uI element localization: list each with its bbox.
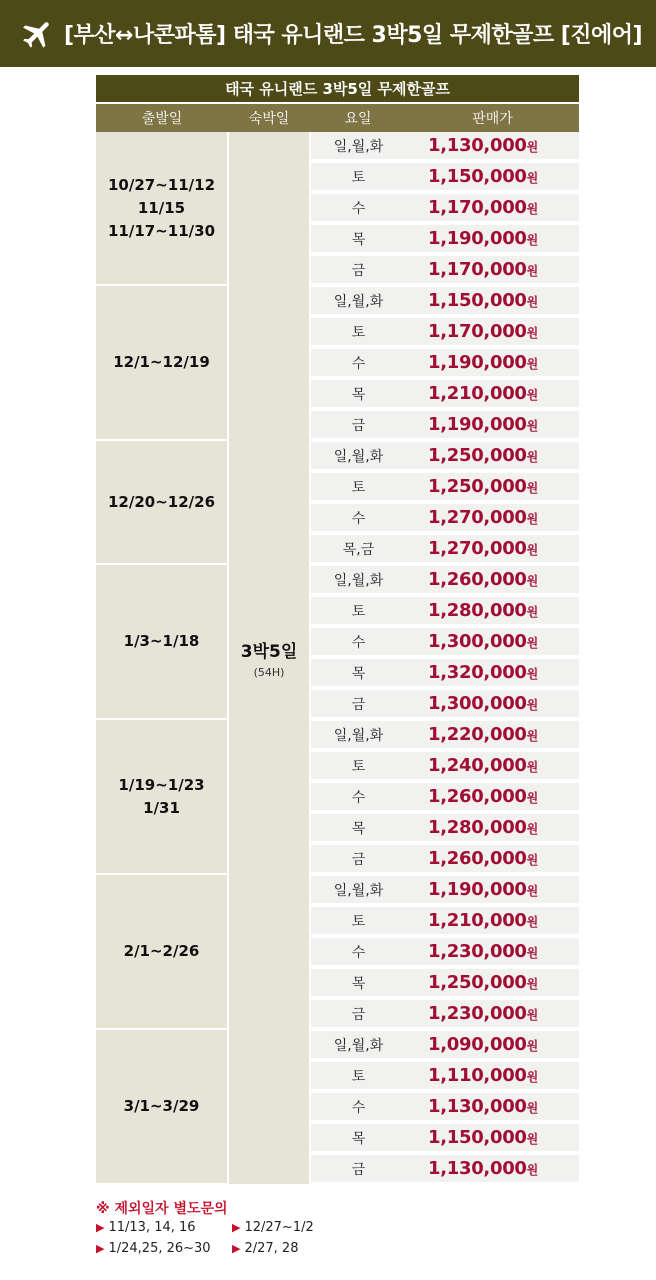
currency-unit: 원 <box>526 636 539 650</box>
weekday-cell: 일,월,화 <box>310 874 406 905</box>
departure-period <box>96 132 228 285</box>
table-row <box>96 719 579 750</box>
weekday-cell: 토 <box>310 1060 406 1091</box>
note-item <box>96 1241 232 1262</box>
price-cell <box>406 254 579 285</box>
departure-period <box>96 874 228 1029</box>
departure-date: 3/1~3/29 <box>123 1097 200 1115</box>
currency-unit: 원 <box>526 574 539 588</box>
price-value: 1,280,000 <box>428 817 527 838</box>
currency-unit: 원 <box>526 977 539 991</box>
header-price: 판매가 <box>406 103 579 132</box>
weekday-cell: 일,월,화 <box>310 285 406 316</box>
currency-unit: 원 <box>526 698 539 712</box>
price-cell <box>406 132 579 161</box>
price-value: 1,110,000 <box>428 1065 527 1086</box>
price-cell <box>406 1153 579 1184</box>
page-title: [부산↔나콘파톰] 태국 유니랜드 3박5일 무제한골프 [진에어] <box>64 23 643 48</box>
currency-unit: 원 <box>526 1132 539 1146</box>
price-value: 1,240,000 <box>428 755 527 776</box>
weekday-cell: 수 <box>310 347 406 378</box>
price-cell <box>406 471 579 502</box>
table-row <box>96 132 579 161</box>
price-cell <box>406 192 579 223</box>
currency-unit: 원 <box>526 140 539 154</box>
weekday-cell: 목 <box>310 378 406 409</box>
price-cell <box>406 657 579 688</box>
note-text: 11/13, 14, 16 <box>108 1220 196 1235</box>
price-value: 1,280,000 <box>428 600 527 621</box>
notes-heading: ※ 제외일자 별도문의 <box>96 1201 228 1217</box>
currency-unit: 원 <box>526 946 539 960</box>
currency-unit: 원 <box>526 791 539 805</box>
currency-unit: 원 <box>526 543 539 557</box>
table-row <box>96 874 579 905</box>
note-text: 12/27~1/2 <box>244 1220 314 1235</box>
weekday-cell: 토 <box>310 316 406 347</box>
note-item <box>232 1241 368 1262</box>
price-value: 1,130,000 <box>428 135 527 156</box>
currency-unit: 원 <box>526 1101 539 1115</box>
price-value: 1,190,000 <box>428 228 527 249</box>
price-value: 1,300,000 <box>428 693 527 714</box>
nights-cell <box>228 132 310 1184</box>
header-weekday: 요일 <box>310 103 406 132</box>
departure-date: 10/27~11/12 <box>107 175 216 194</box>
currency-unit: 원 <box>526 915 539 929</box>
departure-period <box>96 719 228 874</box>
excluded-dates-notes <box>96 1198 496 1262</box>
currency-unit: 원 <box>526 171 539 185</box>
table-row <box>96 564 579 595</box>
currency-unit: 원 <box>526 233 539 247</box>
price-cell <box>406 502 579 533</box>
price-value: 1,300,000 <box>428 631 527 652</box>
weekday-cell: 수 <box>310 781 406 812</box>
notes-row <box>96 1220 496 1241</box>
price-cell <box>406 316 579 347</box>
price-cell <box>406 905 579 936</box>
currency-unit: 원 <box>526 450 539 464</box>
price-value: 1,230,000 <box>428 941 527 962</box>
note-text: 1/24,25, 26~30 <box>108 1241 211 1256</box>
departure-period <box>96 285 228 440</box>
price-table <box>96 75 579 1186</box>
price-cell <box>406 626 579 657</box>
weekday-cell: 일,월,화 <box>310 132 406 161</box>
price-value: 1,250,000 <box>428 445 527 466</box>
price-cell <box>406 781 579 812</box>
weekday-cell: 금 <box>310 688 406 719</box>
price-value: 1,130,000 <box>428 1096 527 1117</box>
weekday-cell: 금 <box>310 843 406 874</box>
price-cell <box>406 409 579 440</box>
currency-unit: 원 <box>526 481 539 495</box>
departure-date: 2/1~2/26 <box>123 942 200 960</box>
weekday-cell: 토 <box>310 471 406 502</box>
price-value: 1,250,000 <box>428 972 527 993</box>
price-value: 1,190,000 <box>428 879 527 900</box>
currency-unit: 원 <box>526 822 539 836</box>
currency-unit: 원 <box>526 605 539 619</box>
weekday-cell: 토 <box>310 750 406 781</box>
price-cell <box>406 812 579 843</box>
price-value: 1,270,000 <box>428 507 527 528</box>
weekday-cell: 토 <box>310 161 406 192</box>
weekday-cell: 토 <box>310 905 406 936</box>
departure-date: 1/3~1/18 <box>123 632 200 650</box>
currency-unit: 원 <box>526 388 539 402</box>
weekday-cell: 일,월,화 <box>310 440 406 471</box>
weekday-cell: 수 <box>310 1091 406 1122</box>
weekday-cell: 목 <box>310 1122 406 1153</box>
price-cell <box>406 1122 579 1153</box>
price-value: 1,150,000 <box>428 1127 527 1148</box>
price-value: 1,250,000 <box>428 476 527 497</box>
currency-unit: 원 <box>526 1039 539 1053</box>
departure-period <box>96 440 228 564</box>
currency-unit: 원 <box>526 512 539 526</box>
price-value: 1,260,000 <box>428 848 527 869</box>
price-value: 1,150,000 <box>428 166 527 187</box>
weekday-cell: 일,월,화 <box>310 564 406 595</box>
departure-date: 1/19~1/23 <box>118 775 205 794</box>
price-value: 1,260,000 <box>428 786 527 807</box>
price-cell <box>406 750 579 781</box>
price-value: 1,220,000 <box>428 724 527 745</box>
price-value: 1,150,000 <box>428 290 527 311</box>
price-value: 1,190,000 <box>428 352 527 373</box>
weekday-cell: 금 <box>310 409 406 440</box>
table-title: 태국 유니랜드 3박5일 무제한골프 <box>96 75 579 103</box>
departure-period <box>96 564 228 719</box>
departure-date: 11/17~11/30 <box>107 221 216 240</box>
note-item <box>232 1220 368 1241</box>
price-cell <box>406 595 579 626</box>
price-cell <box>406 347 579 378</box>
currency-unit: 원 <box>526 853 539 867</box>
price-cell <box>406 378 579 409</box>
price-value: 1,270,000 <box>428 538 527 559</box>
weekday-cell: 목 <box>310 812 406 843</box>
weekday-cell: 일,월,화 <box>310 1029 406 1060</box>
weekday-cell: 수 <box>310 502 406 533</box>
price-cell <box>406 440 579 471</box>
header-nights: 숙박일 <box>228 103 310 132</box>
note-text: 2/27, 28 <box>244 1241 299 1256</box>
price-cell <box>406 874 579 905</box>
currency-unit: 원 <box>526 419 539 433</box>
price-cell <box>406 223 579 254</box>
currency-unit: 원 <box>526 264 539 278</box>
hours-label: (54H) <box>253 666 285 679</box>
currency-unit: 원 <box>526 357 539 371</box>
table-body <box>96 132 579 1184</box>
price-value: 1,190,000 <box>428 414 527 435</box>
price-cell <box>406 1091 579 1122</box>
price-cell <box>406 285 579 316</box>
price-value: 1,170,000 <box>428 259 527 280</box>
currency-unit: 원 <box>526 760 539 774</box>
weekday-cell: 수 <box>310 936 406 967</box>
weekday-cell: 금 <box>310 998 406 1029</box>
price-cell <box>406 843 579 874</box>
currency-unit: 원 <box>526 667 539 681</box>
price-cell <box>406 1060 579 1091</box>
price-cell <box>406 1029 579 1060</box>
price-cell <box>406 719 579 750</box>
triangle-right-icon: ▶ <box>96 1221 105 1234</box>
weekday-cell: 일,월,화 <box>310 719 406 750</box>
price-value: 1,210,000 <box>428 910 527 931</box>
notes-row <box>96 1241 496 1262</box>
price-value: 1,210,000 <box>428 383 527 404</box>
currency-unit: 원 <box>526 202 539 216</box>
price-value: 1,230,000 <box>428 1003 527 1024</box>
weekday-cell: 수 <box>310 626 406 657</box>
triangle-right-icon: ▶ <box>232 1221 241 1234</box>
table-row <box>96 1029 579 1060</box>
price-cell <box>406 967 579 998</box>
price-value: 1,260,000 <box>428 569 527 590</box>
currency-unit: 원 <box>526 1008 539 1022</box>
currency-unit: 원 <box>526 729 539 743</box>
price-cell <box>406 688 579 719</box>
currency-unit: 원 <box>526 1070 539 1084</box>
price-cell <box>406 161 579 192</box>
weekday-cell: 토 <box>310 595 406 626</box>
page-header <box>0 0 656 67</box>
departure-date: 1/31 <box>143 798 180 817</box>
departure-date: 12/1~12/19 <box>113 353 210 371</box>
price-cell <box>406 533 579 564</box>
weekday-cell: 목 <box>310 223 406 254</box>
weekday-cell: 목 <box>310 967 406 998</box>
triangle-right-icon: ▶ <box>232 1242 241 1255</box>
triangle-right-icon: ▶ <box>96 1242 105 1255</box>
note-item <box>96 1220 232 1241</box>
currency-unit: 원 <box>526 295 539 309</box>
airplane-icon <box>20 16 56 52</box>
table-row <box>96 285 579 316</box>
price-cell <box>406 564 579 595</box>
price-value: 1,130,000 <box>428 1158 527 1179</box>
currency-unit: 원 <box>526 884 539 898</box>
weekday-cell: 목,금 <box>310 533 406 564</box>
weekday-cell: 금 <box>310 1153 406 1184</box>
price-value: 1,170,000 <box>428 197 527 218</box>
weekday-cell: 수 <box>310 192 406 223</box>
table-row <box>96 440 579 471</box>
departure-date: 12/20~12/26 <box>107 492 216 511</box>
nights-label: 3박5일 <box>240 642 298 662</box>
price-cell <box>406 936 579 967</box>
currency-unit: 원 <box>526 326 539 340</box>
currency-unit: 원 <box>526 1163 539 1177</box>
departure-date: 11/15 <box>137 198 186 217</box>
weekday-cell: 목 <box>310 657 406 688</box>
price-cell <box>406 998 579 1029</box>
weekday-cell: 금 <box>310 254 406 285</box>
price-value: 1,320,000 <box>428 662 527 683</box>
price-value: 1,090,000 <box>428 1034 527 1055</box>
price-value: 1,170,000 <box>428 321 527 342</box>
header-departure: 출발일 <box>96 103 228 132</box>
departure-period <box>96 1029 228 1184</box>
